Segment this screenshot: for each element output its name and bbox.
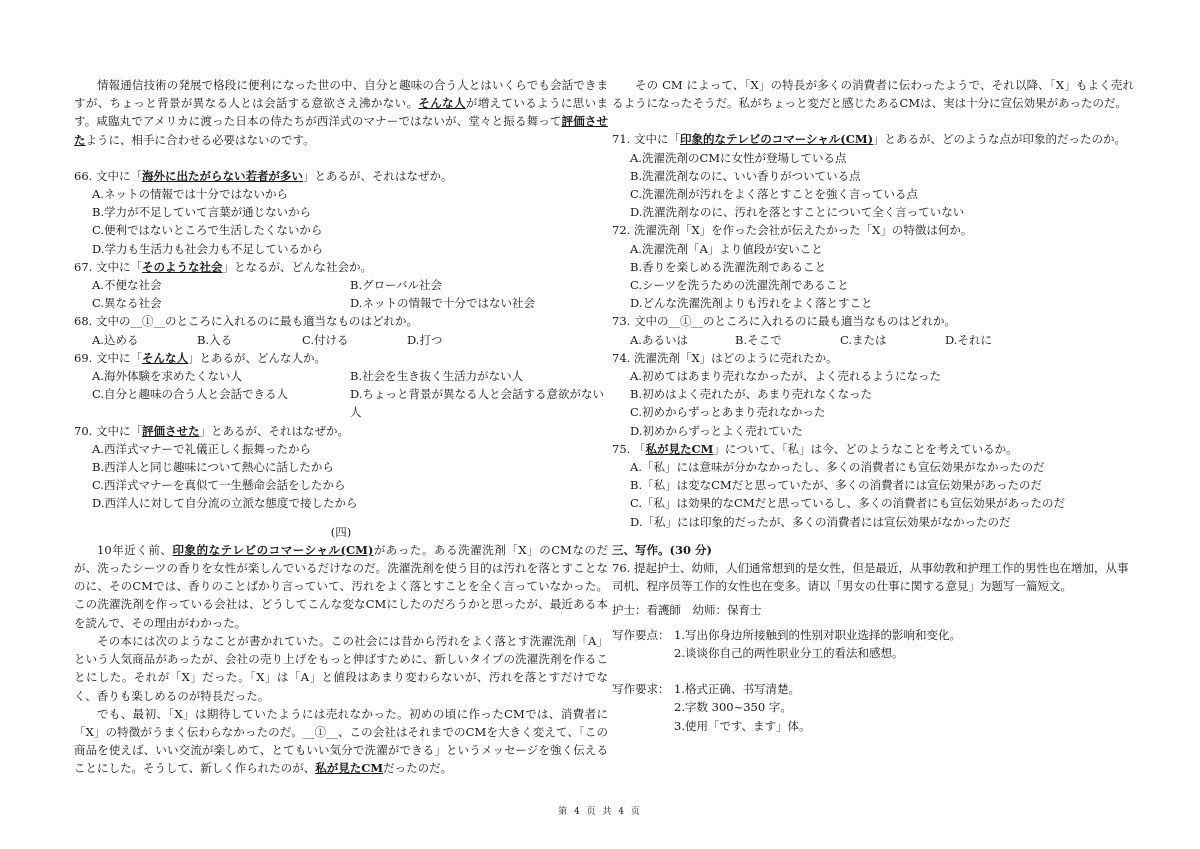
option-74-d: D.初めからずっとよく売れていた <box>630 423 803 438</box>
question-67 <box>74 258 608 313</box>
option-66-a: A.ネットの情報では十分ではないから <box>92 187 288 202</box>
question-70 <box>74 422 608 513</box>
option-68-c: C.付ける <box>302 332 349 347</box>
option-73-c: C.または <box>840 332 887 347</box>
intro-paragraph <box>74 76 608 149</box>
intro-underline-2: 評価させた <box>74 114 608 147</box>
option-74-b: B.初めはよく売れたが、あまり売れなくなった <box>630 387 873 402</box>
option-73-a: A.あるいは <box>630 332 688 347</box>
question-66 <box>74 167 608 258</box>
option-75-c: C.「私」は効果的なCMだと思っているし、多くの消費者にも宣伝効果があったのだ <box>630 496 1065 511</box>
passage-text: があった。ある洗濯洗剤「X」のCMなのだが、洗ったシーツの香りを女性が楽しんでいるだけなのだ。洗濯洗剤を使う目的は汚れを落とすことなのに、そのCMでは、香りのことばかり言っていて、汚れをよく落とすことを全く言っていなかった。この洗濯洗剤を作っている会社は、どうしてこんな変なCMにしたのだろうかと思ったが、最近ある本を読んで、その理由がわかった。 <box>74 542 608 630</box>
option-75-a: A.「私」には意味が分かなかったし、多くの消費者にも宣伝効果がなかったのだ <box>630 460 1045 475</box>
option-68-d: D.打つ <box>407 332 443 347</box>
passage-paragraph-2: その本には次のようなことが書かれていた。この社会には昔から汚れをよく落とす洗濯洗剤「A」という人気商品があったが、会社の売り上げをもっと伸ばすために、新しいタイプの洗濯洗剤を作ることにした。それが「X」だった。「X」は「A」と値段はあまり変わらないが、汚れを落とすだけでなく、香りも楽しめるのが特長だった。 <box>74 633 608 703</box>
question-74 <box>612 349 1134 440</box>
intro-text-1: 情報通信技術の発展で格段に便利になった世の中、自分と趣味の合う人とはいくらでも会話できますが、ちょっと背景が異なる人とは会話する意欲さえ沸かない。 <box>74 78 608 111</box>
option-67-b: B.グローバル社会 <box>350 278 443 293</box>
question-67-stem <box>74 258 608 276</box>
option-72-a: A.洗濯洗剤「A」より値段が安いこと <box>630 241 823 256</box>
option-70-a: A.西洋式マナーで礼儀正しく振舞ったから <box>92 441 311 456</box>
stem-suffix: 」とあるが、それはなぜか。 <box>199 423 349 438</box>
question-73-stem <box>612 312 1134 330</box>
passage-underline: 私が見たCM <box>315 761 384 776</box>
section-four-heading: (四) <box>330 524 352 539</box>
stem-suffix: 」とあるが、どんな人か。 <box>187 350 326 365</box>
option-71-b: B.洗濯洗剤なのに、いい香りがついている点 <box>630 168 861 183</box>
question-72-stem: 72. 洗濯洗剤「X」を作った会社が伝えたかった「X」の特徴は何か。 <box>612 223 973 238</box>
option-67-a: A.不便な社会 <box>92 278 162 293</box>
intro-text-2: が増えているように思います。咸臨丸でアメリカに渡った日本の侍たちが西洋式のマナーではないが、堂々と振る舞って <box>74 96 608 129</box>
passage-text: でも、最初、「X」は期待していたようには売れなかった。初めの頃に作ったCMでは、消費者に「X」の特徴がうまく伝わらなかったのだ。 <box>74 706 608 739</box>
stem-prefix: 71. 文中に「 <box>612 132 680 147</box>
option-71-a: A.洗濯洗剤のCMに女性が登場している点 <box>630 150 847 165</box>
requirement-2: 2.字数 300~350 字。 <box>674 700 792 715</box>
question-70-stem <box>74 422 608 440</box>
stem-underline: そんな人 <box>141 350 188 365</box>
question-68-stem <box>74 312 608 330</box>
option-69-b: B.社会を生き抜く生活力がない人 <box>350 369 524 384</box>
stem-prefix: 73. 文中の <box>612 314 669 329</box>
question-73 <box>612 312 1134 348</box>
option-73-d: D.それに <box>945 332 992 347</box>
option-75-b: B.「私」は変なCMだと思っていたが、多くの消費者には宣伝効果があったのだ <box>630 478 1043 493</box>
stem-suffix: 」とあるが、どのような点が印象的だったのか。 <box>873 132 1127 147</box>
option-70-c: C.西洋式マナーを真似て一生懸命会話をしたから <box>92 478 346 493</box>
stem-underline: そのような社会 <box>141 259 223 274</box>
left-column <box>74 76 608 778</box>
option-74-c: C.初めからずっとあまり売れなかった <box>630 405 826 420</box>
passage-text: だったのだ。 <box>383 761 453 776</box>
option-71-c: C.洗濯洗剤が汚れをよく落とすことを強く言っている点 <box>630 187 919 202</box>
passage-blank: __①__ <box>303 724 338 739</box>
passage-underline: 印象的なテレビのコマーシャル(CM) <box>172 542 374 557</box>
option-69-c: C.自分と趣味の合う人と会話できる人 <box>92 387 289 402</box>
option-72-c: C.シーツを洗うための洗濯洗剤であること <box>630 278 849 293</box>
point-1: 1.写出你身边所接触到的性别对职业选择的影响和变化。 <box>674 627 961 642</box>
option-66-c: C.便利ではないところで生活したくないから <box>92 223 323 238</box>
stem-prefix: 75. 「 <box>612 441 646 456</box>
requirement-1: 1.格式正确、书写清楚。 <box>674 682 800 697</box>
requirement-3: 3.使用「です、ます」体。 <box>674 718 811 733</box>
option-66-b: B.学力が不足していて言葉が通じないから <box>92 205 312 220</box>
options-69 <box>74 367 608 422</box>
option-67-d: D.ネットの情報で十分ではない社会 <box>350 296 535 311</box>
stem-suffix: のところに入れるのに最も適当なものはどれか。 <box>164 314 418 329</box>
stem-suffix: のところに入れるのに最も適当なものはどれか。 <box>702 314 956 329</box>
question-75 <box>612 440 1134 531</box>
stem-prefix: 67. 文中に「 <box>74 259 142 274</box>
question-72 <box>612 221 1134 312</box>
stem-underline: 私が見たCM <box>645 441 714 456</box>
question-71 <box>612 130 1134 221</box>
options-67 <box>74 276 608 312</box>
option-66-d: D.学力も生活力も社会力も不足しているから <box>92 241 323 256</box>
option-68-b: B.入る <box>197 332 233 347</box>
options-73 <box>612 331 1050 349</box>
stem-underline: 評価させた <box>141 423 200 438</box>
stem-prefix: 66. 文中に「 <box>74 168 142 183</box>
intro-underline-1: そんな人 <box>418 96 466 111</box>
option-75-d: D.「私」には印象的だったが、多くの消費者には宣伝効果がなかったのだ <box>630 514 1011 529</box>
point-2: 2.谈谈你自己的两性职业分工的看法和感想。 <box>674 645 904 660</box>
question-68 <box>74 312 608 348</box>
writing-heading: 三、写作。(30 分) <box>612 542 712 557</box>
writing-vocab: 护士：看護師 幼师：保育士 <box>612 603 762 618</box>
question-74-stem: 74. 洗濯洗剤「X」はどのように売れたか。 <box>612 350 838 365</box>
option-69-d: D.ちょっと背景が異なる人と会話する意欲がない人 <box>350 387 604 420</box>
points-label: 写作要点： <box>612 627 670 642</box>
option-69-a: A.海外体験を求めたくない人 <box>92 369 242 384</box>
option-70-d: D.西洋人に対して自分流の立派な態度で接したから <box>92 496 358 511</box>
question-66-stem <box>74 167 608 185</box>
stem-blank: __①__ <box>668 314 703 329</box>
option-68-a: A.込める <box>92 332 139 347</box>
options-68 <box>74 331 512 349</box>
stem-underline: 海外に出たがらない若者が多い <box>141 168 303 183</box>
stem-suffix: 」となるが、どんな社会か。 <box>222 259 372 274</box>
stem-prefix: 70. 文中に「 <box>74 423 142 438</box>
option-73-b: B.そこで <box>735 332 782 347</box>
passage-paragraph-3 <box>74 705 608 778</box>
passage-text: 、この会社はそれまでのCMを大きく変えて、「この商品を使えば、いい交流が楽しめて、とてもいい気分で洗濯ができる」というメッセージを強く伝えることにした。そうして、新しく作られたのが、 <box>74 724 609 776</box>
stem-prefix: 69. 文中に「 <box>74 350 142 365</box>
option-72-d: D.どんな洗濯洗剤よりも汚れをよく落とすこと <box>630 296 873 311</box>
stem-underline: 印象的なテレビのコマーシャル(CM) <box>679 132 874 147</box>
question-69-stem <box>74 349 608 367</box>
stem-blank: __①__ <box>130 314 165 329</box>
option-67-c: C.異なる社会 <box>92 296 162 311</box>
stem-prefix: 68. 文中の <box>74 314 131 329</box>
writing-points <box>612 626 1134 644</box>
passage-paragraph-1 <box>74 541 608 632</box>
option-72-b: B.香りを楽しめる洗濯洗剤であること <box>630 259 827 274</box>
option-71-d: D.洗濯洗剤なのに、汚れを落とすことについて全く言っていない <box>630 205 965 220</box>
writing-requirements <box>612 680 1134 698</box>
question-69 <box>74 349 608 422</box>
stem-suffix: 」について、「私」は今、どのようなことを考えているか。 <box>713 441 1018 456</box>
passage-continuation: その CM によって、「X」の特長が多くの消費者に伝わったようで、それ以降、「X」もよく売れるようになったそうだ。私がちょっと変だと感じたあるCMは、実は十分に宣伝効果があったのだ。 <box>612 78 1134 111</box>
page-footer: 第 4 页 共 4 页 <box>558 807 642 817</box>
question-75-stem <box>612 440 1134 458</box>
requirements-label: 写作要求： <box>612 682 670 697</box>
stem-suffix: 」とあるが、それはなぜか。 <box>302 168 453 183</box>
option-70-b: B.西洋人と同じ趣味について熱心に話したから <box>92 460 334 475</box>
passage-text: 10年近く前、 <box>97 542 173 557</box>
right-column <box>612 76 1134 735</box>
writing-prompt: 76. 提起护士、幼师，人们通常想到的是女性，但是最近，从事幼教和护理工作的男性也在增加，从事司机、程序员等工作的女性也在变多。请以「男女の仕事に関する意見」为题写一篇短文。 <box>612 561 1129 594</box>
intro-text-3: ように、相手に合わせる必要はないのです。 <box>85 132 315 147</box>
option-74-a: A.初めてはあまり売れなかったが、よく売れるようになった <box>630 369 941 384</box>
question-71-stem <box>612 130 1134 148</box>
